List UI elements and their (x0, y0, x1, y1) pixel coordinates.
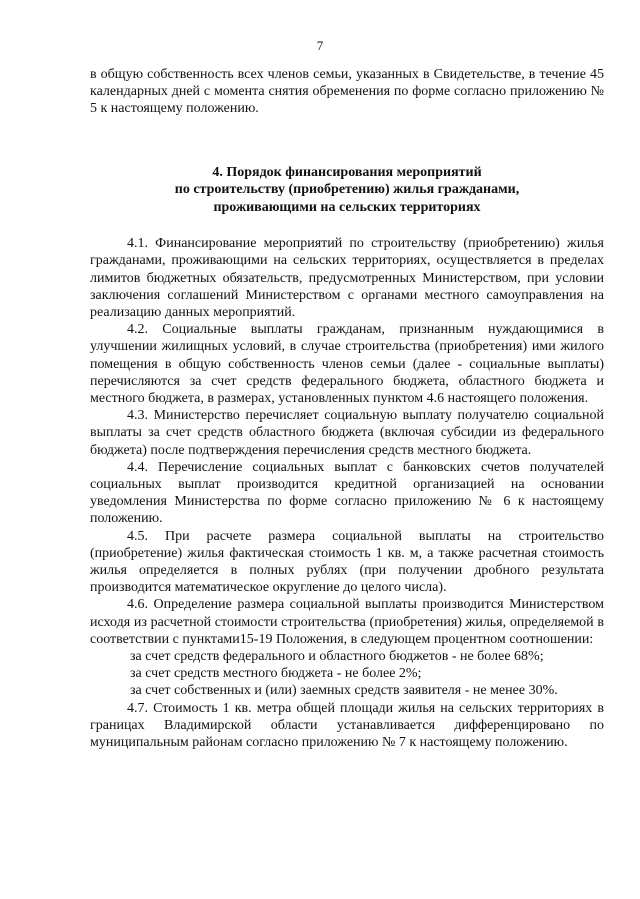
section-heading (90, 164, 604, 217)
paragraph-4-1: 4.1. Финансирование мероприятий по строительству (приобретению) жилья гражданами, проживающими на сельских территориях, осуществляется в пределах лимитов бюджетных обязательств, предусмотренных Министерством, при условии заключения соглашений Министерством с органами местного самоуправления на реализацию данных мероприятий. (90, 236, 604, 320)
ratio-item-federal-regional: за счет средств федерального и областного бюджетов - не более 68%; (130, 648, 544, 664)
ratio-item-own-funds: за счет собственных и (или) заемных средств заявителя - не менее 30%. (130, 683, 558, 699)
paragraph-4-3: 4.3. Министерство перечисляет социальную выплату получателю социальной выплаты за счет средств областного бюджета (включая субсидии из федерального бюджета) после подтверждения перечисления средств местного бюджета. (90, 408, 604, 458)
section-heading-line-1: 4. Порядок финансирования мероприятий (212, 164, 482, 180)
ratio-item-local: за счет средств местного бюджета - не более 2%; (130, 666, 422, 682)
paragraph-4-5: 4.5. При расчете размера социальной выплаты на строительство (приобретение) жилья фактическая стоимость 1 кв. м, а также расчетная стоимость жилья определяется в полных рублях (при получении дробного результата производится математическое округление до целого числа). (90, 528, 604, 596)
page-number: 7 (316, 38, 324, 53)
paragraph-4-7: 4.7. Стоимость 1 кв. метра общей площади жилья на сельских территориях в границах Владимирской области устанавливается дифференцировано по муниципальным районам согласно приложению № 7 к настоящему положению. (90, 700, 604, 750)
section-heading-line-3: проживающими на сельских территориях (213, 199, 481, 215)
paragraph-4-6: 4.6. Определение размера социальной выплаты производится Министерством исходя из расчетной стоимости строительства (приобретения) жилья, определяемой в соответствии с пунктами15-19 Положения, в следующем процентном соотношении: (90, 597, 604, 647)
intro-paragraph: в общую собственность всех членов семьи, указанных в Свидетельстве, в течение 45 календарных дней с момента снятия обременения по форме согласно приложению № 5 к настоящему положению. (90, 67, 604, 117)
paragraph-4-4: 4.4. Перечисление социальных выплат с банковских счетов получателей социальных выплат производится кредитной организацией на основании уведомления Министерства по форме согласно приложению № 6 к настоящему положению. (90, 459, 604, 527)
paragraph-4-2: 4.2. Социальные выплаты гражданам, признанным нуждающимися в улучшении жилищных условий, в случае строительства (приобретения) ими жилого помещения в общую собственность членов семьи (далее - социальные выплаты) перечисляются за счет средств федерального бюджета, областного бюджета и местного бюджета, в размерах, установленных пунктом 4.6 настоящего положения. (90, 322, 604, 406)
section-heading-line-2: по строительству (приобретению) жилья гражданами, (174, 182, 520, 198)
document-body (90, 66, 604, 751)
